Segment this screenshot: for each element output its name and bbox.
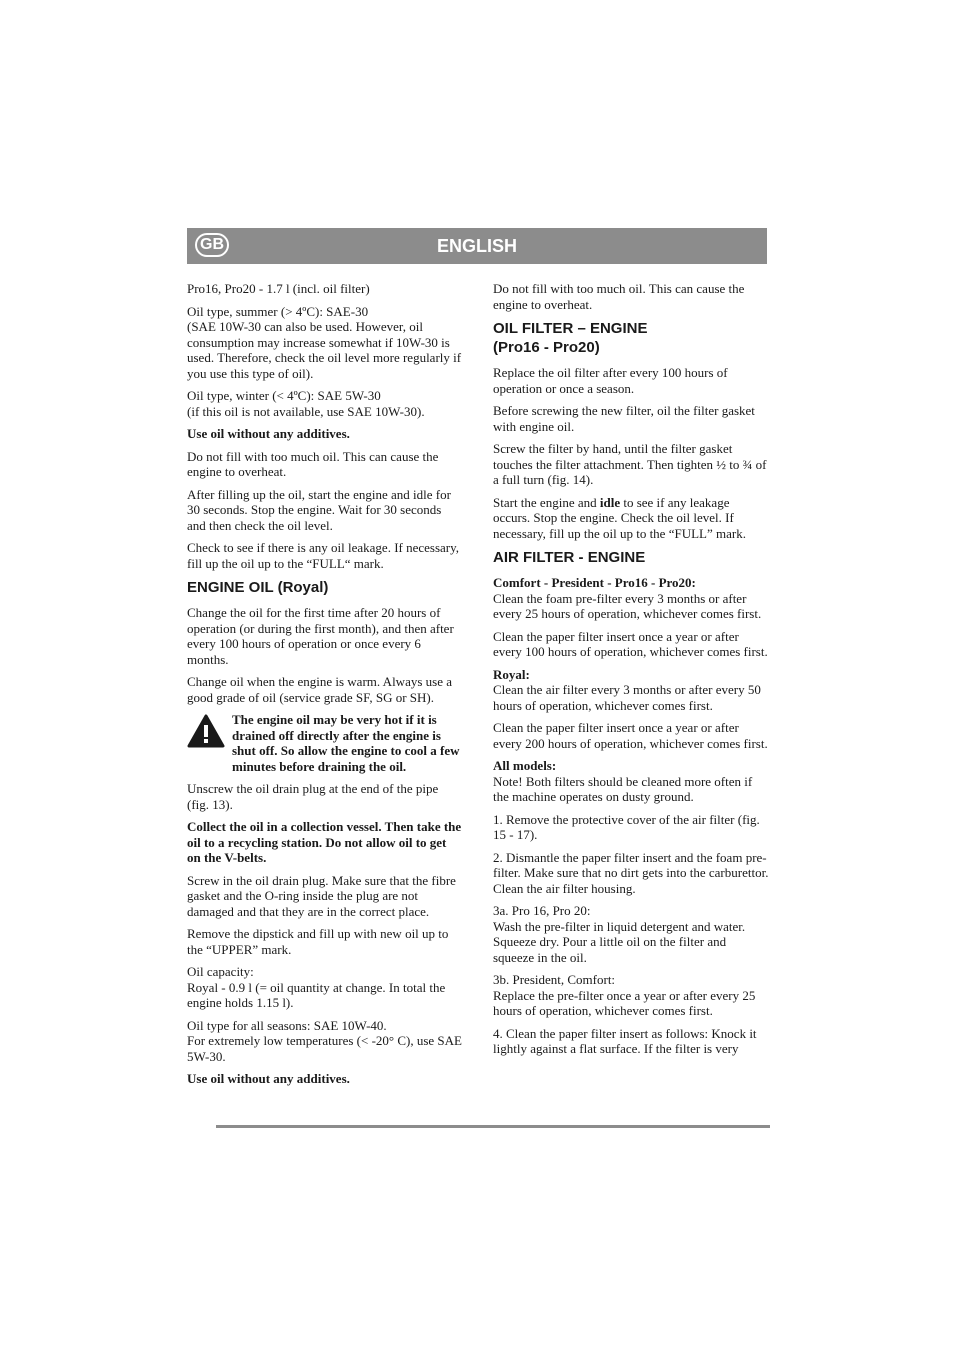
oil-type-all-seasons: Oil type for all seasons: SAE 10W-40. For extremely low temperatures (< -20° C), use SAE 5W-30. (187, 1017, 462, 1064)
royal-paper-filter: Clean the paper filter insert once a year or after every 200 hours of operation, whichever comes first. (493, 720, 768, 751)
language-header-bar (187, 228, 767, 264)
oil-type-summer: Oil type, summer (> 4ºC): SAE-30 (SAE 10W-30 can also be used. However, oil consumption may increase somewhat if 10W-30 is used. Therefore, check the oil level more regularly if you use this type of oil). (187, 303, 462, 381)
leakage-check-text: Check to see if there is any oil leakage. If necessary, fill up the oil up to the “FULL“ mark. (187, 540, 460, 571)
hot-oil-warning (187, 712, 463, 774)
step-3b: 3b. President, Comfort: Replace the pre-filter once a year or after every 25 hours of operation, whichever comes first. (493, 972, 756, 1018)
replace-oil-filter: Replace the oil filter after every 100 hours of operation or once a season. (493, 365, 728, 396)
collect-oil-note: Collect the oil in a collection vessel. Then take the oil to a recycling station. Do not allow oil to get on the V-belts. (187, 819, 462, 865)
language-title: ENGLISH (436, 236, 517, 256)
oil-change-interval: Change the oil for the first time after 20 hours of operation (or during the first month), and then after every 100 hours of operation or once every 6 months. (187, 605, 454, 667)
oil-filter-gasket: Before screwing the new filter, oil the filter gasket with engine oil. (493, 403, 755, 434)
overfill-warning-2: Do not fill with too much oil. This can cause the engine to overheat. (493, 281, 745, 312)
paper-filter-interval: Clean the paper filter insert once a year or after every 100 hours of operation, whichever comes first. (493, 628, 768, 659)
all-models-note: All models: Note! Both filters should be cleaned more often if the machine operates on dusty ground. (493, 758, 753, 804)
warm-engine-text: Change oil when the engine is warm. Always use a good grade of oil (service grade SF, SG or SH). (187, 674, 452, 705)
unscrew-drain-plug: Unscrew the oil drain plug at the end of the pipe (fig. 13). (187, 781, 439, 812)
step-1: 1. Remove the protective cover of the air filter (fig. 15 - 17). (493, 811, 760, 842)
prefilter-interval: Comfort - President - Pro16 - Pro20: Clean the foam pre-filter every 3 months or after every 25 hours of operation, whichever comes first. (493, 575, 762, 621)
oil-type-winter: Oil type, winter (< 4ºC): SAE 5W-30 (if this oil is not available, use SAE 10W-30). (187, 388, 425, 419)
step-2: 2. Dismantle the paper filter insert and the foam pre-filter. Make sure that no dirt gets into the carburettor. Clean the air filter housing. (493, 849, 769, 896)
oil-capacity-pro: Pro16, Pro20 - 1.7 l (incl. oil filter) (187, 281, 370, 296)
start-engine-text: Start the engine and idle to see if any leakage occurs. Stop the engine. Check the oil level. If necessary, fill up the oil up to the “FULL” mark. (493, 494, 746, 541)
warning-text: The engine oil may be very hot if it is drained off directly after the engine is shut off. So allow the engine to cool a few minutes before draining the oil. (232, 712, 460, 774)
right-column (493, 281, 769, 1064)
warning-triangle-icon (187, 712, 232, 774)
air-filter-heading: AIR FILTER - ENGINE (493, 549, 646, 566)
gb-badge: GB (195, 233, 229, 257)
after-filling-text: After filling up the oil, start the engine and idle for 30 seconds. Stop the engine. Wait for 30 seconds and then check the oil level. (187, 486, 451, 533)
overfill-warning: Do not fill with too much oil. This can cause the engine to overheat. (187, 448, 439, 479)
dipstick-fill-text: Remove the dipstick and fill up with new oil up to the “UPPER” mark. (187, 926, 449, 957)
engine-oil-royal-heading: ENGINE OIL (Royal) (187, 579, 329, 596)
no-additives-note-2: Use oil without any additives. (187, 1071, 350, 1086)
royal-air-filter: Royal: Clean the air filter every 3 months or after every 50 hours of operation, whichever comes first. (493, 666, 761, 713)
footer-rule (216, 1125, 770, 1128)
step-3a: 3a. Pro 16, Pro 20: Wash the pre-filter in liquid detergent and water. Squeeze dry. Pour a little oil on the filter and squeeze in the oil. (493, 903, 746, 965)
screw-drain-plug: Screw in the oil drain plug. Make sure that the fibre gasket and the O-ring inside the plug are not damaged and that they are in the correct place. (187, 872, 456, 919)
oil-filter-heading: OIL FILTER – ENGINE (Pro16 - Pro20) (493, 320, 648, 356)
oil-capacity-royal: Oil capacity: Royal - 0.9 l (= oil quantity at change. In total the engine holds 1.15 l). (187, 964, 446, 1010)
left-column (187, 281, 463, 1094)
screw-filter-text: Screw the filter by hand, until the filter gasket touches the filter attachment. Then tighten ½ to ¾ of a full turn (fig. 14). (493, 441, 767, 487)
step-4: 4. Clean the paper filter insert as follows: Knock it lightly against a flat surface. If the filter is very (493, 1025, 757, 1056)
no-additives-note: Use oil without any additives. (187, 426, 350, 441)
